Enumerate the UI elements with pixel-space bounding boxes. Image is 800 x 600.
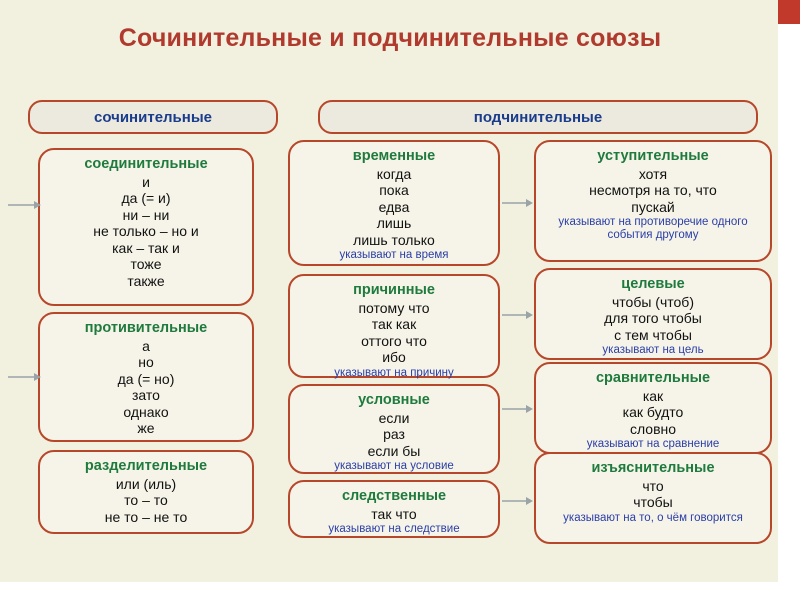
card-word: или (иль): [115, 475, 177, 492]
card-consequential: [288, 480, 500, 538]
card-word: да (= и): [121, 190, 171, 207]
card-word: пока: [379, 182, 409, 199]
card-heading: противительные: [84, 320, 208, 336]
card-word: что: [642, 477, 664, 494]
card-comparative: [534, 362, 772, 454]
arrow-icon: [502, 198, 534, 208]
card-disjunctive: [38, 450, 254, 534]
card-word: также: [127, 272, 165, 289]
card-heading: разделительные: [84, 458, 208, 474]
card-word: не то – не то: [104, 508, 188, 525]
card-word: как – так и: [112, 239, 180, 256]
card-word: ибо: [382, 349, 406, 366]
arrow-icon: [502, 496, 534, 506]
card-connective: [38, 148, 254, 306]
card-word: несмотря на то, что: [589, 182, 717, 199]
card-word: же: [137, 420, 155, 437]
red-corner-block: [778, 0, 800, 24]
card-word: да (= но): [117, 370, 175, 387]
card-word: если бы: [367, 442, 421, 459]
card-note: указывают на то, о чём говорится: [563, 511, 743, 524]
card-note: указывают на цель: [602, 344, 704, 357]
card-word: с тем чтобы: [614, 326, 692, 343]
card-note: указывают на следствие: [328, 523, 460, 536]
card-word: едва: [378, 198, 410, 215]
card-heading: изъяснительные: [591, 460, 715, 476]
arrow-icon: [502, 310, 534, 320]
card-word: пускай: [631, 198, 675, 215]
card-word: для того чтобы: [604, 310, 702, 327]
card-word: но: [138, 354, 154, 371]
card-word: не только – но и: [93, 223, 199, 240]
card-causal: [288, 274, 500, 378]
card-heading: временные: [352, 148, 436, 164]
card-heading: сравнительные: [595, 370, 711, 386]
arrow-icon: [8, 372, 42, 382]
card-explanatory: [534, 452, 772, 544]
card-concessive: [534, 140, 772, 262]
card-note: указывают на причину: [334, 366, 454, 379]
card-word: раз: [383, 426, 405, 443]
right-edge-strip: [778, 0, 800, 600]
card-word: и: [142, 173, 150, 190]
card-heading: соединительные: [84, 156, 208, 172]
card-word: то – то: [124, 492, 168, 509]
group-label-coordinating: сочинительные: [28, 100, 278, 134]
card-word: лишь только: [353, 231, 435, 248]
card-word: ни – ни: [122, 206, 170, 223]
card-word: так как: [371, 316, 417, 333]
card-word: а: [142, 337, 150, 354]
card-heading: целевые: [621, 276, 685, 292]
card-word: потому что: [358, 299, 430, 316]
bottom-edge-strip: [0, 582, 800, 600]
card-word: однако: [123, 403, 169, 420]
card-word: оттого что: [361, 332, 427, 349]
card-word: чтобы (чтоб): [612, 293, 694, 310]
card-heading: причинные: [353, 282, 435, 298]
card-word: так что: [371, 505, 417, 522]
card-note: указывают на противоречие одного события другому: [558, 216, 748, 242]
card-word: лишь: [376, 215, 412, 232]
card-word: зато: [132, 387, 160, 404]
arrow-icon: [502, 404, 534, 414]
card-note: указывают на сравнение: [586, 438, 720, 451]
card-word: словно: [629, 420, 677, 437]
card-temporal: [288, 140, 500, 266]
card-heading: следственные: [341, 488, 447, 504]
card-heading: условные: [358, 392, 430, 408]
card-word: если: [378, 409, 410, 426]
group-label-subordinating: подчинительные: [318, 100, 758, 134]
card-conditional: [288, 384, 500, 474]
card-word: хотя: [638, 165, 668, 182]
card-word: тоже: [130, 256, 162, 273]
card-note: указывают на время: [339, 249, 449, 262]
card-word: как: [642, 387, 664, 404]
card-adversative: [38, 312, 254, 442]
card-word: как будто: [622, 404, 684, 421]
card-purpose: [534, 268, 772, 360]
card-note: указывают на условие: [334, 460, 454, 473]
card-heading: уступительные: [597, 148, 709, 164]
arrow-icon: [8, 200, 42, 210]
page-title: Сочинительные и подчинительные союзы: [118, 24, 662, 52]
card-word: когда: [376, 165, 412, 182]
card-word: чтобы: [633, 494, 673, 511]
